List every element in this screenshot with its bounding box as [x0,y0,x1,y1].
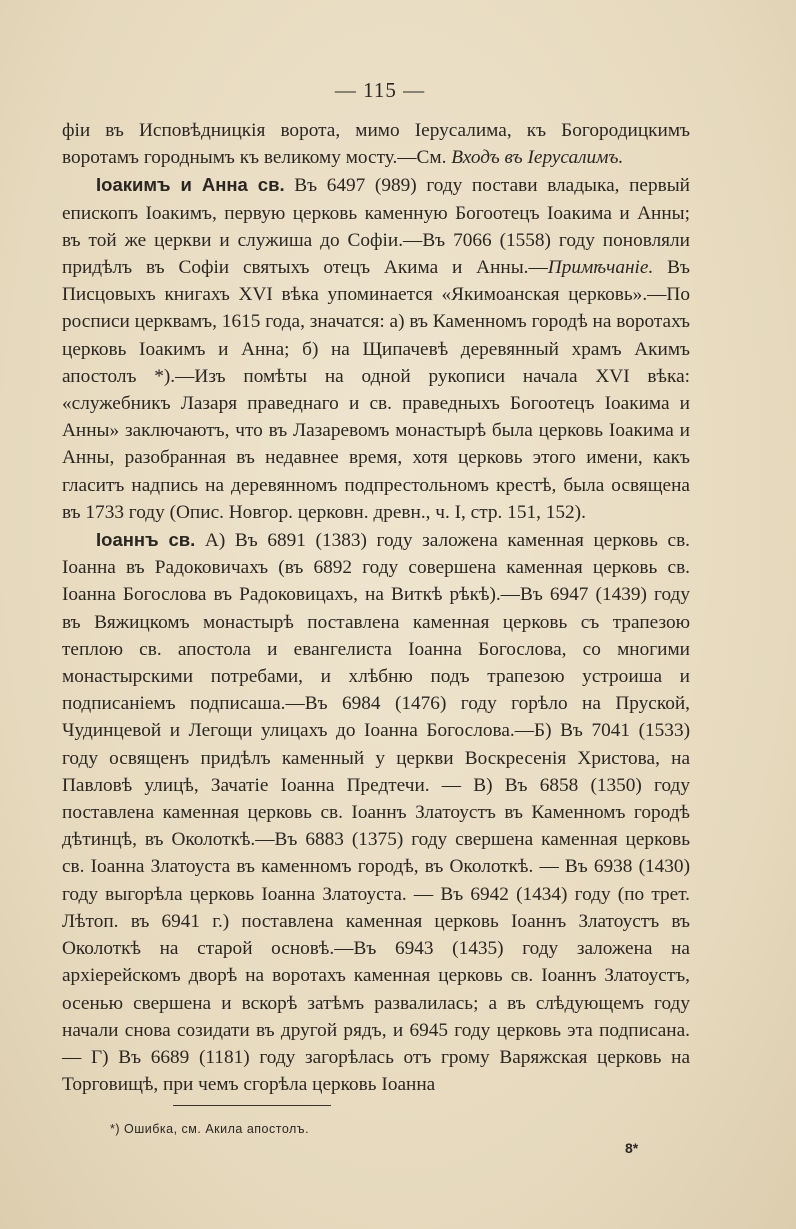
page-number: — 115 — [334,78,426,102]
page-body [62,78,690,1098]
signature-mark: 8* [625,1140,639,1156]
footnote-rule [173,1105,331,1106]
note-label: Примѣчаніе. [547,257,654,279]
entry-ioann [62,526,690,1098]
entry-text: Въ Писцовыхъ книгахъ XVI вѣка упоминается «Якимоанская церковь».—По росписи церквамъ, 1615 года, значатся: а) въ Каменномъ городѣ на воротахъ церковь Іоакимъ и Анна; б) на Щипачевѣ деревянный храмъ Акимъ апостолъ *).—Изъ помѣты на одной рукописи начала XVI вѣка: «служебникъ Лазаря праведнаго и св. праведныхъ Богоотецъ Іоакима и Анны» заключаютъ, что въ Лазаревомъ монастырѣ была церковь Іоакима и Анны, разобранная въ недавнее время, хотя церковь этого имени, какъ гласитъ надпись на деревянномъ подпрестольномъ крестѣ, была освящена въ 1733 году (Опис. Новгор. церковн. древн., ч. I, стр. 151, 152). [62,257,690,523]
entry-joakim-anna [62,171,690,526]
cross-reference: Входъ въ Іерусалимъ. [451,147,624,169]
footnote: *) Ошибка, см. Акила апостолъ. [110,1122,310,1136]
entry-text: Въ 6497 (989) году постави владыка, первый епископъ Іоакимъ, первую церковь каменную Богоотецъ Іоакима и Анны; въ той же церкви и служиша до Софіи.—Въ 7066 (1558) году поновляли придѣлъ въ Софіи святыхъ отецъ Акима и Анны.— [62,175,690,279]
paragraph-continuation [62,117,690,171]
continuation-text: фіи въ Исповѣдницкія ворота, мимо Іерусалима, къ Богородицкимъ воротамъ городнымъ къ великому мосту.—См. [62,120,690,169]
entry-text: А) Въ 6891 (1383) году заложена каменная церковь св. Іоанна въ Радоковичахъ (въ 6892 году совершена каменная церковь св. Іоанна Богослова въ Радоковицахъ, на Виткѣ рѣкѣ).—Въ 6947 (1439) году въ Вяжицкомъ монастырѣ поставлена каменная церковь съ трапезою теплою св. апостола и евангелиста Іоанна Богослова, со многими монастырскими потребами, и хлѣбню подъ трапезою устроиша и подписаніемъ подписаша.—Въ 6984 (1476) году горѣло на Пруской, Чудинцевой и Легощи улицахъ до Іоанна Богослова.—Б) Въ 7041 (1533) году освященъ придѣлъ каменный у церкви Воскресенія Христова, на Павловѣ улицѣ, Зачатіе Іоанна Предтечи. — В) Въ 6858 (1350) году поставлена каменная церковь св. Іоаннъ Златоустъ въ Каменномъ городѣ дѣтинцѣ, въ Околоткѣ.—Въ 6883 (1375) году свершена каменная церковь св. Іоанна Златоуста въ каменномъ городѣ, въ Околоткѣ. — Въ 6938 (1430) году выгорѣла церковь Іоанна Златоуста. — Въ 6942 (1434) году (по трет. Лѣтоп. въ 6941 г.) поставлена каменная церковь Іоаннъ Златоустъ въ Околоткѣ на старой основѣ.—Въ 6943 (1435) году заложена на архіерейскомъ дворѣ на воротахъ каменная церковь св. Іоаннъ Златоустъ, осенью свершена и вскорѣ затѣмъ развалилась; а въ слѣдующемъ году начали снова созидати въ другой рядъ, и 6945 году церковь эта подписана. — Г) Въ 6689 (1181) году загорѣлась отъ грому Варяжская церковь на Торговищѣ, при чемъ сгорѣла церковь Іоанна [62,530,690,1096]
entry-headword: Іоакимъ и Анна св. [96,174,285,196]
entry-headword: Іоаннъ св. [96,529,196,551]
